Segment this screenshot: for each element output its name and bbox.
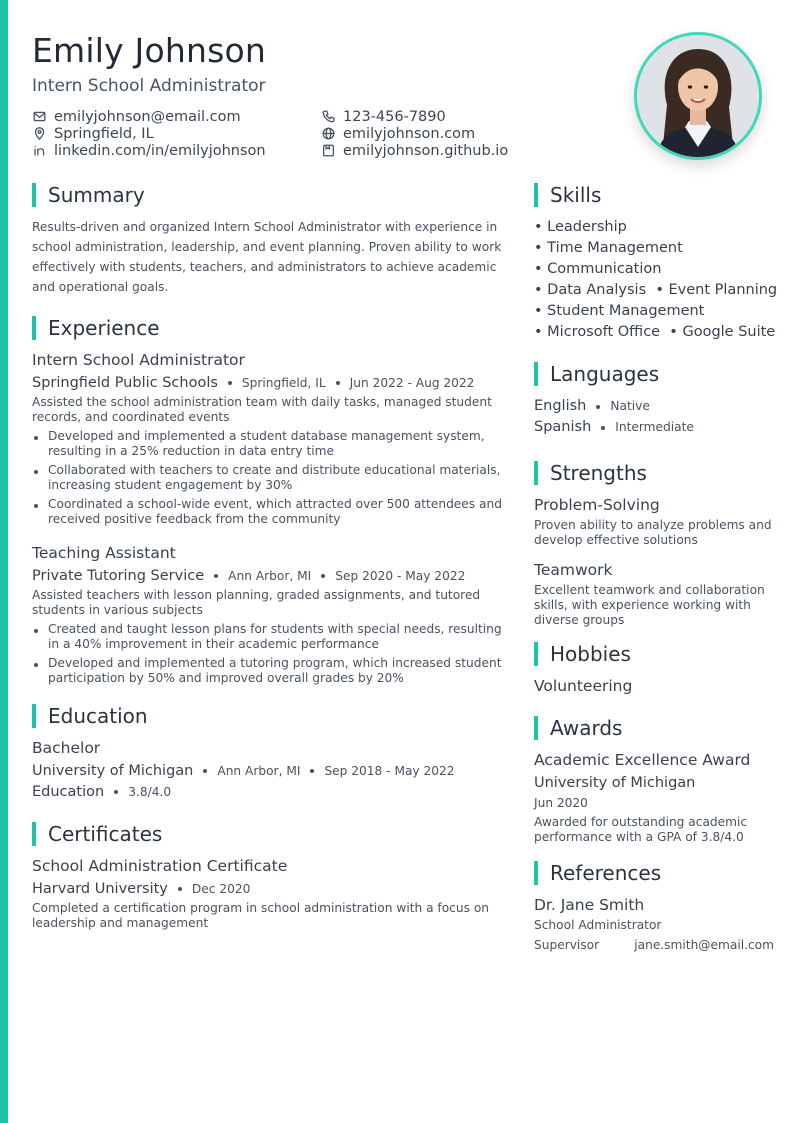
contact-email-text: emilyjohnson@email.com (54, 108, 241, 125)
summary-text: Results-driven and organized Intern School Administrator with experience in school administration, leadership, and event planning. Proven ability to work effectively with students, teachers, and administrators to achieve academic and operational goals. (32, 220, 502, 294)
job-meta (32, 566, 514, 586)
section-accent (534, 461, 538, 485)
language-name: Spanish (534, 419, 592, 435)
experience-title: Experience (48, 316, 160, 340)
job-bullets (32, 622, 514, 686)
section-accent (534, 183, 538, 207)
skill-line: • Student Management (534, 303, 705, 319)
job-location: Springfield, IL (241, 376, 326, 390)
education-location: Ann Arbor, MI (217, 764, 301, 778)
contact-email[interactable] (32, 108, 241, 125)
job-bullets (32, 429, 514, 527)
languages-heading (534, 362, 774, 386)
contact-github-text: emilyjohnson.github.io (343, 142, 509, 159)
certificates-title: Certificates (48, 822, 163, 846)
skills-list (534, 217, 778, 343)
section-accent (534, 861, 538, 885)
certificate-name: School Administration Certificate (32, 857, 288, 875)
award-date: Jun 2020 (534, 796, 588, 810)
separator-dot (310, 769, 314, 773)
education-heading (32, 704, 514, 728)
job-bullet: Developed and implemented a student database management system, resulting in a 25% reduction in data entry time (32, 429, 514, 459)
language-item (534, 396, 774, 417)
section-accent (32, 822, 36, 846)
education-field-row (32, 782, 514, 802)
contact-location-text: Springfield, IL (54, 125, 154, 142)
separator-dot (178, 887, 182, 891)
job-title: Intern School Administrator (32, 351, 245, 369)
skill-line: • Data Analysis • Event Planning (534, 282, 778, 298)
job-bullet: Created and taught lesson plans for students with special needs, resulting in a 40% improvement in their academic performance (32, 622, 514, 652)
location-icon (32, 126, 47, 141)
education-title: Education (48, 704, 148, 728)
skill-line: • Microsoft Office • Google Suite (534, 324, 776, 340)
experience-heading (32, 316, 514, 340)
certificate-description: Completed a certification program in school administration with a focus on leadership and management (32, 901, 490, 930)
awards-heading (534, 716, 774, 740)
separator-dot (601, 426, 605, 430)
language-level: Intermediate (615, 420, 694, 434)
contact-linkedin-text: linkedin.com/in/emilyjohnson (54, 142, 266, 159)
separator-dot (321, 574, 325, 578)
phone-icon (321, 109, 336, 124)
certificate-meta (32, 879, 514, 899)
separator-dot (214, 574, 218, 578)
contact-phone[interactable] (321, 108, 446, 125)
mail-icon (32, 109, 47, 124)
job-bullet: Collaborated with teachers to create and distribute educational materials, increasing student engagement by 30% (32, 463, 514, 493)
education-dates: Sep 2018 - May 2022 (324, 764, 455, 778)
job-description: Assisted teachers with lesson planning, graded assignments, and tutored students in various subjects (32, 588, 481, 617)
job-dates: Sep 2020 - May 2022 (335, 569, 466, 583)
job-bullet: Developed and implemented a tutoring program, which increased student participation by 50% and improved overall grades by 20% (32, 656, 514, 686)
certificates-heading (32, 822, 514, 846)
reference-name: Dr. Jane Smith (534, 896, 645, 914)
job-entry (32, 350, 514, 527)
contact-linkedin[interactable] (32, 142, 266, 159)
award-org: University of Michigan (534, 775, 696, 791)
globe-icon (321, 126, 336, 141)
skills-heading (534, 183, 774, 207)
job-description: Assisted the school administration team with daily tasks, managed student records, and coordinated events (32, 395, 492, 424)
section-accent (534, 362, 538, 386)
reference-contact-row (534, 938, 774, 953)
contact-website[interactable] (321, 125, 475, 142)
contact-github[interactable] (321, 142, 508, 159)
strengths-title: Strengths (550, 461, 647, 485)
strength-description: Excellent teamwork and collaboration skills, with experience working with diverse groups (534, 583, 765, 627)
section-accent (534, 716, 538, 740)
award-name: Academic Excellence Award (534, 751, 751, 769)
language-name: English (534, 398, 587, 414)
separator-dot (203, 769, 207, 773)
hobbies-heading (534, 642, 774, 666)
job-entry (32, 543, 514, 686)
education-school: University of Michigan (32, 763, 194, 779)
contact-location (32, 125, 154, 142)
job-location: Ann Arbor, MI (228, 569, 312, 583)
award-description: Awarded for outstanding academic performance with a GPA of 3.8/4.0 (534, 815, 748, 844)
job-title: Teaching Assistant (32, 544, 176, 562)
skill-line: • Communication (534, 261, 662, 277)
separator-dot (228, 381, 232, 385)
hobby-item: Volunteering (534, 677, 633, 695)
language-item (534, 417, 774, 438)
section-accent (534, 642, 538, 666)
summary-title: Summary (48, 183, 145, 207)
awards-title: Awards (550, 716, 623, 740)
accent-bar (0, 0, 8, 1123)
education-field: Education (32, 784, 105, 800)
certificate-date: Dec 2020 (191, 882, 251, 896)
education-meta (32, 761, 514, 781)
candidate-role: Intern School Administrator (32, 76, 266, 96)
education-degree: Bachelor (32, 739, 101, 757)
job-bullet: Coordinated a school-wide event, which attracted over 500 attendees and received positive feedback from the community (32, 497, 514, 527)
contact-website-text: emilyjohnson.com (343, 125, 476, 142)
job-org: Private Tutoring Service (32, 568, 205, 584)
references-title: References (550, 861, 662, 885)
languages-title: Languages (550, 362, 660, 386)
references-heading (534, 861, 774, 885)
hobbies-title: Hobbies (550, 642, 631, 666)
candidate-name: Emily Johnson (32, 31, 267, 70)
contact-phone-text: 123-456-7890 (343, 108, 446, 125)
job-org: Springfield Public Schools (32, 375, 218, 391)
skill-line: • Time Management (534, 240, 683, 256)
job-meta (32, 373, 514, 393)
reference-email[interactable]: jane.smith@email.com (634, 938, 774, 952)
section-accent (32, 316, 36, 340)
strengths-heading (534, 461, 774, 485)
right-column (534, 183, 778, 953)
profile-photo-illustration (637, 35, 759, 157)
strength-name: Teamwork (534, 561, 613, 579)
summary-heading (32, 183, 514, 207)
job-dates: Jun 2022 - Aug 2022 (349, 376, 475, 390)
linkedin-icon (32, 143, 47, 158)
skills-title: Skills (550, 183, 602, 207)
profile-photo (634, 32, 762, 160)
reference-position: School Administrator (534, 918, 662, 932)
language-level: Native (610, 399, 650, 413)
skill-line: • Leadership (534, 219, 627, 235)
github-icon (321, 143, 336, 158)
certificate-issuer: Harvard University (32, 881, 168, 897)
strength-description: Proven ability to analyze problems and develop effective solutions (534, 518, 772, 547)
section-accent (32, 704, 36, 728)
separator-dot (596, 405, 600, 409)
separator-dot (114, 790, 118, 794)
reference-relation: Supervisor (534, 938, 600, 952)
education-gpa: 3.8/4.0 (128, 785, 172, 799)
separator-dot (336, 381, 340, 385)
resume-header (32, 30, 632, 159)
left-column (32, 183, 514, 931)
section-accent (32, 183, 36, 207)
strength-name: Problem-Solving (534, 496, 660, 514)
